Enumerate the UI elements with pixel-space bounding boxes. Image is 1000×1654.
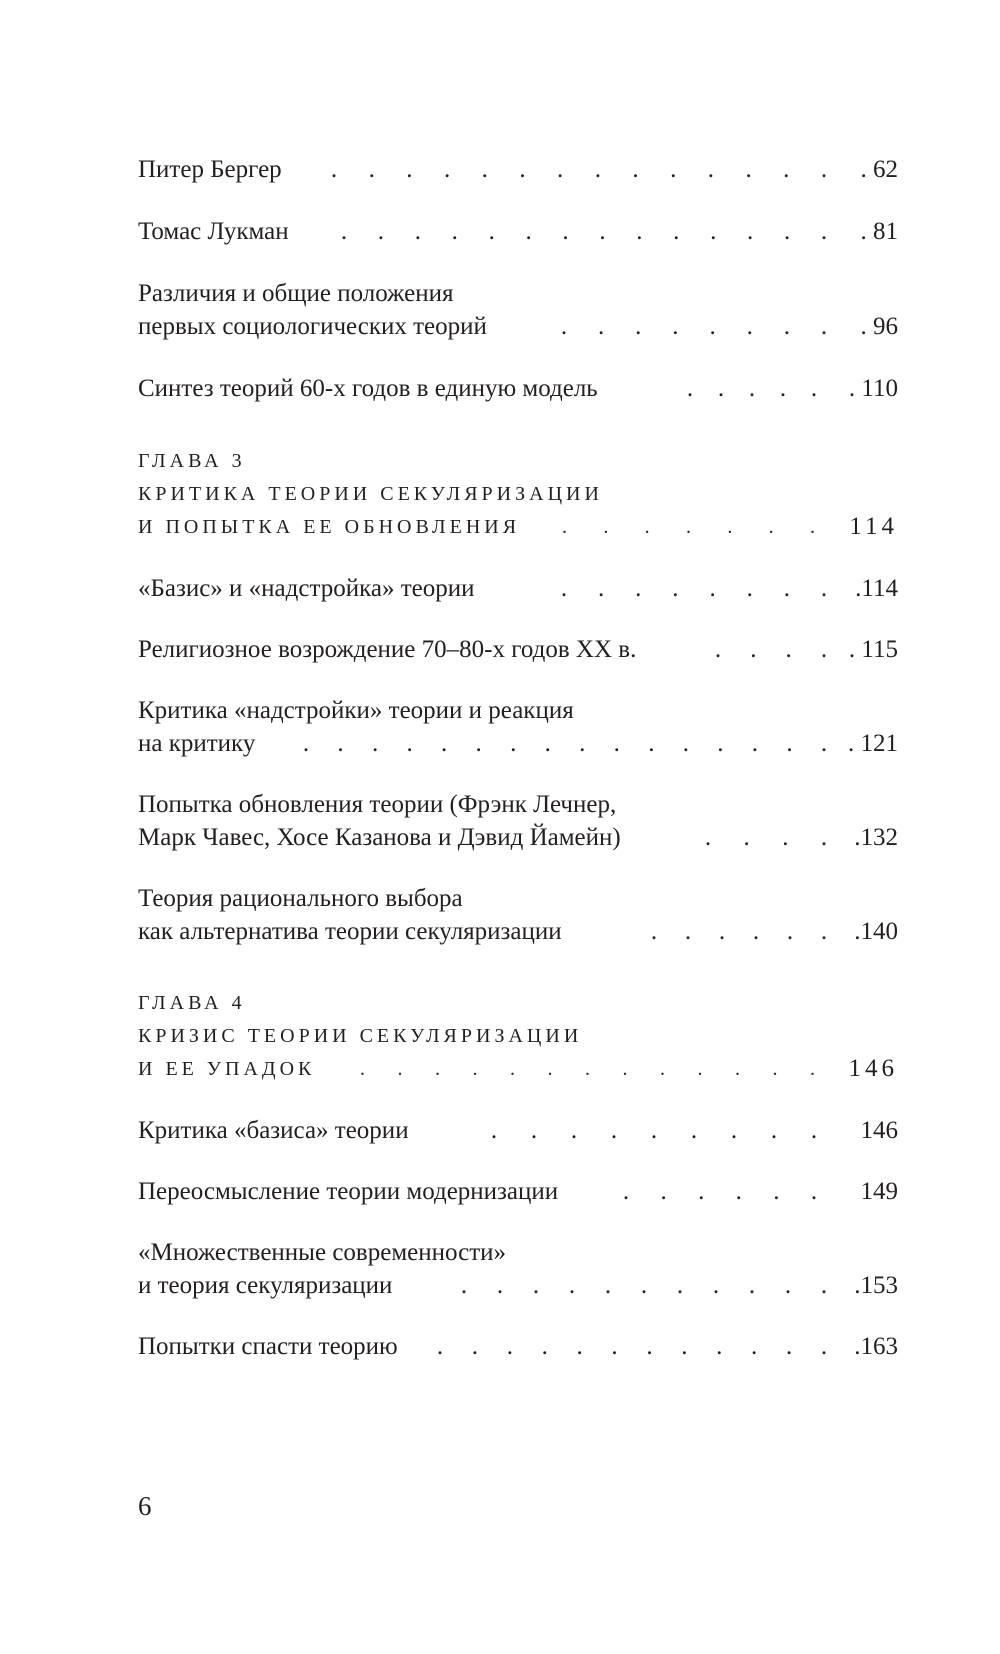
toc-entry (138, 309, 898, 345)
toc-page-number: .140 (854, 918, 898, 945)
toc-page-number: 149 (860, 1178, 898, 1205)
dot-leaders: . . . . . . . . . . . . . . (340, 218, 828, 245)
dot-leaders: . . . . . . . . (560, 575, 828, 602)
toc-entry (138, 1235, 898, 1271)
toc-entry-title: Марк Чавес, Хосе Казанова и Дэвид Йамейн) (138, 824, 621, 851)
toc-entry (138, 632, 898, 668)
toc-entry-title: Критика «надстройки» теории и реакция (138, 697, 574, 724)
toc-page-number: 146 (848, 1055, 898, 1082)
toc-entry (138, 1329, 898, 1365)
toc-entry (138, 571, 898, 607)
toc-entry-title: первых социологических теорий (138, 313, 487, 340)
toc-entry-title: Томас Лукман (138, 218, 289, 245)
toc-entry-title: Переосмысление теории модернизации (138, 1178, 559, 1205)
chapter-title (138, 1051, 898, 1087)
toc-entry (138, 1174, 898, 1210)
toc-entry-title: Питер Бергер (138, 156, 282, 183)
toc-entry-title: Религиозное возрождение 70–80-х годов XX в. (138, 636, 637, 663)
dot-leaders: . . . . . . . . . . . . . . . . (302, 730, 828, 757)
dot-leaders: . . . . . (686, 375, 818, 402)
toc-page-number: .153 (854, 1272, 898, 1299)
toc-entry-title: «Множественные современности» (138, 1239, 507, 1266)
dot-leaders: . . . . . . . . . (490, 1117, 818, 1144)
toc-entry-title: Попытки спасти теорию (138, 1333, 398, 1360)
dot-leaders: . . . . . . . (562, 516, 819, 538)
chapter-number: ГЛАВА 4 (138, 992, 246, 1014)
dot-leaders: . . . . (714, 636, 828, 663)
dot-leaders: . . . . . . . . . . . . . (360, 1058, 819, 1080)
toc-entry (138, 820, 898, 856)
toc-entry (138, 914, 898, 950)
chapter-title (138, 476, 898, 512)
toc-entry-title: «Базис» и «надстройка» теории (138, 575, 475, 602)
toc-page-number: .163 (854, 1333, 898, 1360)
dot-leaders: . . . . . . . . . . . . . . (330, 156, 828, 183)
toc-page-number: .132 (854, 824, 898, 851)
toc-page-number: . 115 (848, 636, 898, 663)
toc-page-number: . 121 (848, 730, 898, 757)
chapter-number: ГЛАВА 3 (138, 450, 246, 472)
toc-entry-title: Синтез теорий 60-х годов в единую модель (138, 375, 598, 402)
chapter-title-line: КРИТИКА ТЕОРИИ СЕКУЛЯРИЗАЦИИ (138, 483, 603, 505)
toc-entry (138, 1113, 898, 1149)
dot-leaders: . . . . . . . . . . . (460, 1272, 828, 1299)
chapter-label (138, 985, 898, 1021)
toc-page-number: 114 (849, 513, 898, 540)
page-number: 6 (138, 1491, 152, 1521)
toc-entry (138, 276, 898, 312)
toc-entry (138, 726, 898, 762)
toc-entry (138, 214, 898, 250)
dot-leaders: . . . . (704, 824, 828, 851)
toc-page-number: 146 (860, 1117, 898, 1144)
toc-entry-title: Различия и общие положения (138, 280, 454, 307)
dot-leaders: . . . . . . . . . . . . (436, 1333, 828, 1360)
toc-page-number: . 96 (860, 313, 898, 340)
dot-leaders: . . . . . . (622, 1178, 818, 1205)
toc-entry (138, 152, 898, 188)
toc-page-number: . 110 (848, 375, 898, 402)
toc-entry (138, 881, 898, 917)
dot-leaders: . . . . . . (650, 918, 828, 945)
toc-entry (138, 693, 898, 729)
dot-leaders: . . . . . . . . (560, 313, 828, 340)
toc-entry-title: Теория рационального выбора (138, 885, 463, 912)
toc-page-number: . 62 (860, 156, 898, 183)
chapter-title (138, 1018, 898, 1054)
toc-entry (138, 787, 898, 823)
chapter-title-line: И ПОПЫТКА ЕЕ ОБНОВЛЕНИЯ (138, 516, 521, 538)
toc-entry-title: Попытка обновления теории (Фрэнк Лечнер, (138, 791, 617, 818)
toc-entry-title: на критику (138, 730, 256, 757)
toc-entry-title: Критика «базиса» теории (138, 1117, 409, 1144)
toc-page-number: .114 (855, 575, 898, 602)
toc-entry (138, 1268, 898, 1304)
toc-page-number: . 81 (860, 218, 898, 245)
toc-entry-title: и теория секуляризации (138, 1272, 393, 1299)
chapter-title-line: КРИЗИС ТЕОРИИ СЕКУЛЯРИЗАЦИИ (138, 1025, 583, 1047)
toc-entry (138, 371, 898, 407)
chapter-title (138, 509, 898, 545)
chapter-title-line: И ЕЕ УПАДОК (138, 1058, 316, 1080)
chapter-label (138, 443, 898, 479)
toc-entry-title: как альтернатива теории секуляризации (138, 918, 562, 945)
